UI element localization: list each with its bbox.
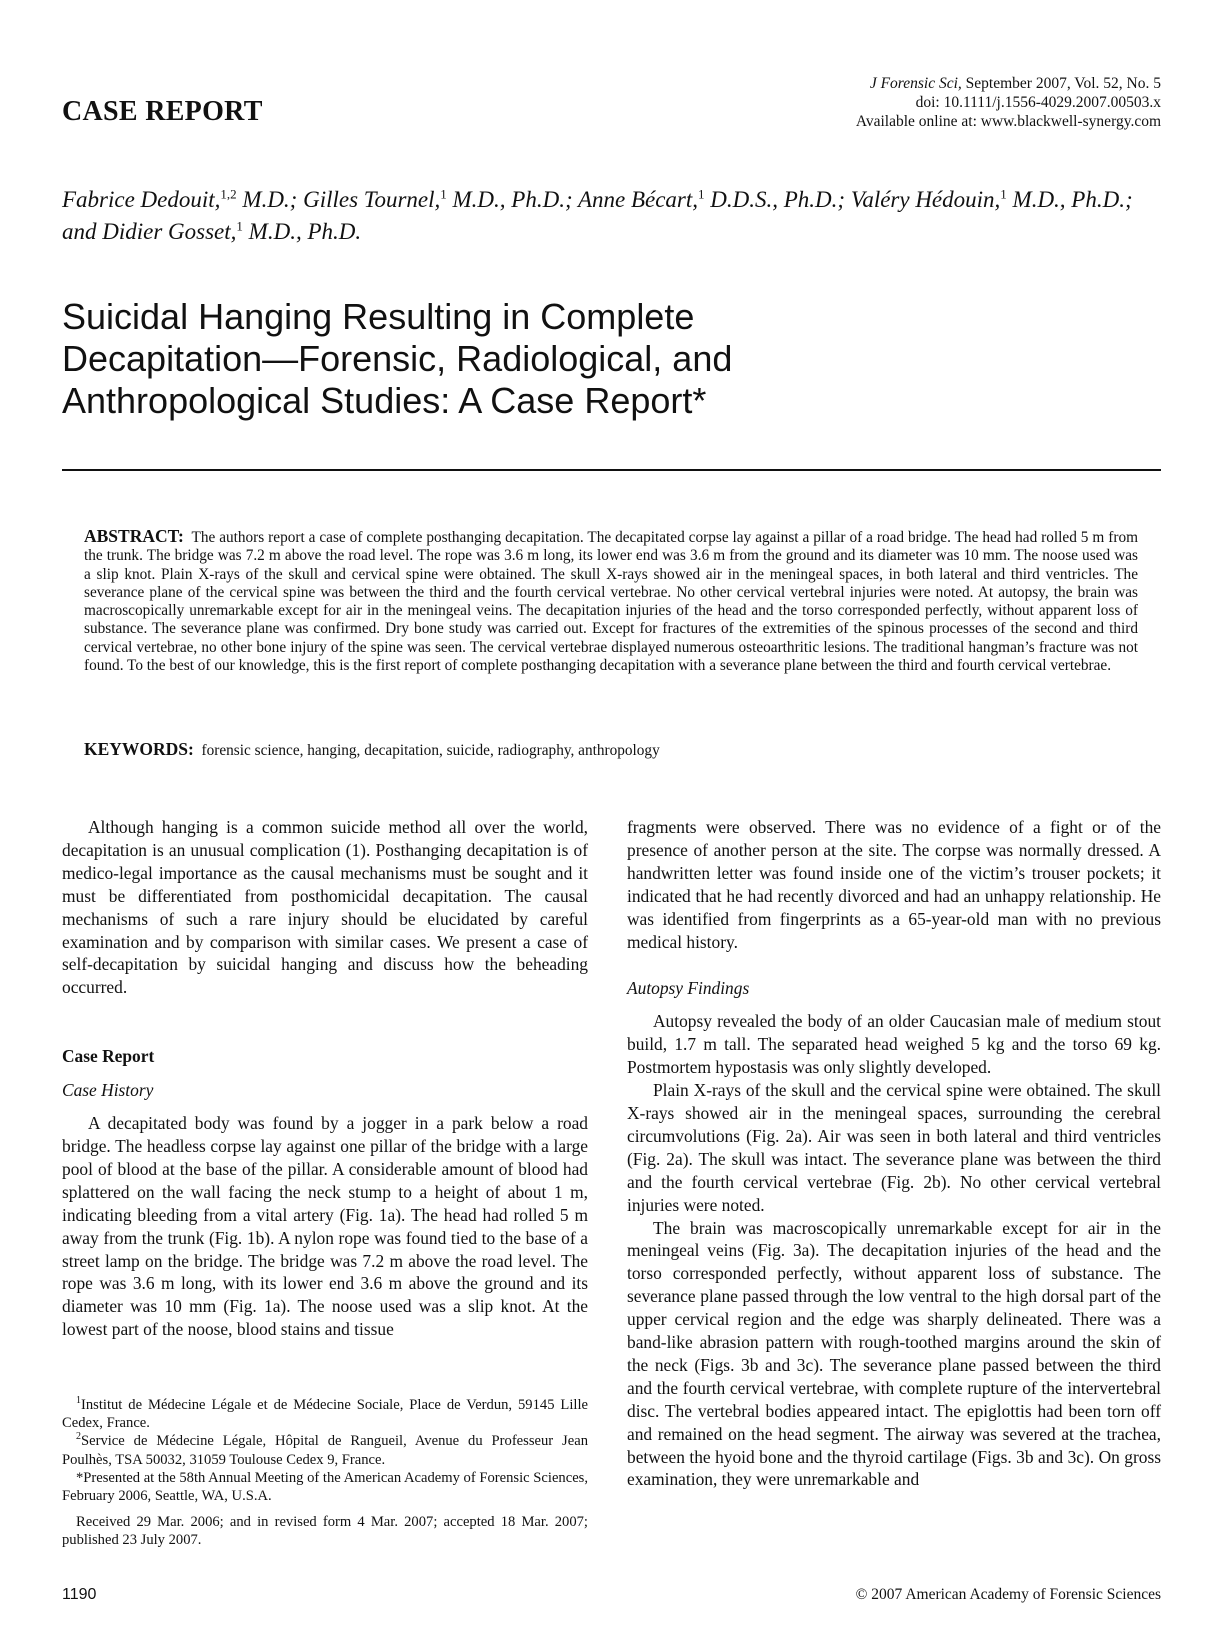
- autopsy-paragraph: Autopsy revealed the body of an older Caucasian male of medium stout build, 1.7 m tall. The separated head weighed 5 kg and the torso 69 kg. Postmortem hypostasis was only slightly developed.: [627, 1011, 1161, 1078]
- subsection-heading: Autopsy Findings: [627, 978, 750, 999]
- autopsy-paragraph: Plain X-rays of the skull and the cervical spine were obtained. The skull X-rays showed air in the meningeal spaces, surrounding the cerebral circumvolutions (Fig. 2a). Air was seen in both lateral and third ventricles (Fig. 2a). The skull was intact. The severance plane was between the third and the fourth cervical vertebrae (Fig. 2b). No other cervical vertebral injuries were noted.: [627, 1080, 1161, 1215]
- paper-title: [62, 296, 1062, 422]
- section-label: CASE REPORT: [62, 96, 263, 127]
- page-number: 1190: [62, 1586, 97, 1603]
- left-column: [62, 816, 588, 1341]
- abstract: [84, 527, 1138, 675]
- title-line: Anthropological Studies: A Case Report*: [62, 380, 707, 421]
- footnotes: [62, 1396, 588, 1550]
- abstract-text: The authors report a case of complete posthanging decapitation. The decapitated corpse lay against a pillar of a road bridge. The head had rolled 5 m from the trunk. The bridge was 7.2 m above the road level. The rope was 3.6 m long, its lower end was 3.6 m from the ground and its diameter was 10 mm. The noose used was a slip knot. Plain X-rays of the skull and cervical spine were obtained. The skull X-rays showed air in the meningeal spaces, in both lateral and third ventricles. The severance plane of the cervical spine was between the third and the fourth cervical vertebrae. No other cervical vertebral injuries were noted. At autopsy, the brain was macroscopically unremarkable except for air in the meningeal veins. The decapitation injuries of the head and the torso corresponded perfectly, without apparent loss of substance. The severance plane was confirmed. Dry bone study was carried out. Except for fractures of the extremities of the spinous processes of the second and third cervical vertebrae, no other bone injury of the spine was seen. The cervical vertebrae displayed numerous osteoarthritic lesions. The traditional hangman’s fracture was not found. To the best of our knowledge, this is the first report of complete posthanging decapitation with a severance plane between the third and fourth cervical vertebrae.: [84, 529, 1138, 675]
- journal-issue: September 2007, Vol. 52, No. 5: [961, 75, 1161, 92]
- author-list: [62, 184, 1162, 248]
- footnote: $^2$Service de Médecine Légale, Hôpital de Rangueil, Avenue du Professeur Jean Poulhès, TSA 50032, 31059 Toulouse Cedex 9, France.: [62, 1431, 588, 1468]
- subsection-heading: Case History: [62, 1080, 154, 1101]
- author: and Didier Gosset,$^1$ M.D., Ph.D.: [62, 218, 362, 244]
- continuation-paragraph: fragments were observed. There was no evidence of a fight or of the presence of another person at the site. The corpse was normally dressed. A handwritten letter was found inside one of the victim’s trouser pockets; it indicated that he had recently divorced and had an unhappy relationship. He was identified from fingerprints as a 65-year-old man with no previous medical history.: [627, 817, 1161, 952]
- author: Valéry Hédouin,$^1$ M.D., Ph.D.;: [850, 186, 1133, 212]
- received-dates: Received 29 Mar. 2006; and in revised form 4 Mar. 2007; accepted 18 Mar. 2007; published 23 July 2007.: [62, 1514, 588, 1549]
- keywords-text: forensic science, hanging, decapitation, suicide, radiography, anthropology: [201, 742, 660, 759]
- doi: doi: 10.1111/j.1556-4029.2007.00503.x: [915, 94, 1161, 111]
- journal-citation: [856, 74, 1161, 93]
- right-column: [627, 816, 1161, 1491]
- intro-paragraph: Although hanging is a common suicide method all over the world, decapitation is an unusual complication (1). Posthanging decapitation is of medico-legal importance as the causal mechanisms must be sought and it must be differentiated from posthomicidal decapitation. The causal mechanisms of such a rare injury should be elucidated by careful examination and by comparison with similar cases. We present a case of self-decapitation by suicidal hanging and discuss how the beheading occurred.: [62, 817, 588, 998]
- author: Fabrice Dedouit,$^{1,2}$ M.D.;: [62, 186, 304, 212]
- section-heading: Case Report: [62, 1046, 155, 1067]
- autopsy-paragraph: The brain was macroscopically unremarkable except for air in the meningeal veins (Fig. 3a). The decapitation injuries of the head and the torso corresponded perfectly, without apparent loss of substance. The severance plane passed through the low ventral to the high dorsal part of the upper cervical region and the edge was sharply delineated. There was a band-like abrasion pattern with rough-toothed margins around the skin of the neck (Figs. 3b and 3c). The severance plane passed between the third and the fourth cervical vertebrae, with complete rupture of the intervertebral disc. The vertebral bodies appeared intact. The epiglottis had been torn off and remained on the head segment. The airway was severed at the trachea, between the hyoid bone and the thyroid cartilage (Figs. 3b and 3c). On gross examination, they were unremarkable and: [627, 1217, 1161, 1490]
- abstract-label: ABSTRACT:: [84, 526, 184, 546]
- footnote: $^1$Institut de Médecine Légale et de Médecine Sociale, Place de Verdun, 59145 Lille Cedex, France.: [62, 1395, 588, 1432]
- title-line: Decapitation—Forensic, Radiological, and: [62, 338, 733, 379]
- availability-link[interactable]: Available online at: www.blackwell-synergy.com: [855, 113, 1161, 130]
- journal-info: [856, 74, 1161, 131]
- keywords-label: KEYWORDS:: [84, 739, 194, 759]
- footnote: *Presented at the 58th Annual Meeting of the American Academy of Forensic Sciences, February 2006, Seattle, WA, U.S.A.: [62, 1469, 588, 1505]
- title-line: Suicidal Hanging Resulting in Complete: [62, 296, 695, 337]
- author: Gilles Tournel,$^1$ M.D., Ph.D.;: [303, 186, 578, 212]
- copyright: © 2007 American Academy of Forensic Sciences: [855, 1586, 1161, 1603]
- keywords: [84, 739, 1138, 761]
- author: Anne Bécart,$^1$ D.D.S., Ph.D.;: [577, 186, 851, 212]
- journal-name: J Forensic Sci,: [869, 75, 962, 92]
- case-history-paragraph: A decapitated body was found by a jogger in a park below a road bridge. The headless corpse lay against one pillar of the bridge with a large pool of blood at the base of the pillar. A considerable amount of blood had splattered on the wall facing the neck stump to a height of about 1 m, indicating bleeding from a vital artery (Fig. 1a). The head had rolled 5 m away from the trunk (Fig. 1b). A nylon rope was found tied to the base of a street lamp on the bridge. The bridge was 7.2 m above the road level. The rope was 3.6 m long, with its lower end 3.6 m above the ground and its diameter was 10 mm (Fig. 1a). The noose used was a slip knot. At the lowest part of the noose, blood stains and tissue: [62, 1113, 588, 1340]
- title-divider: [62, 469, 1161, 471]
